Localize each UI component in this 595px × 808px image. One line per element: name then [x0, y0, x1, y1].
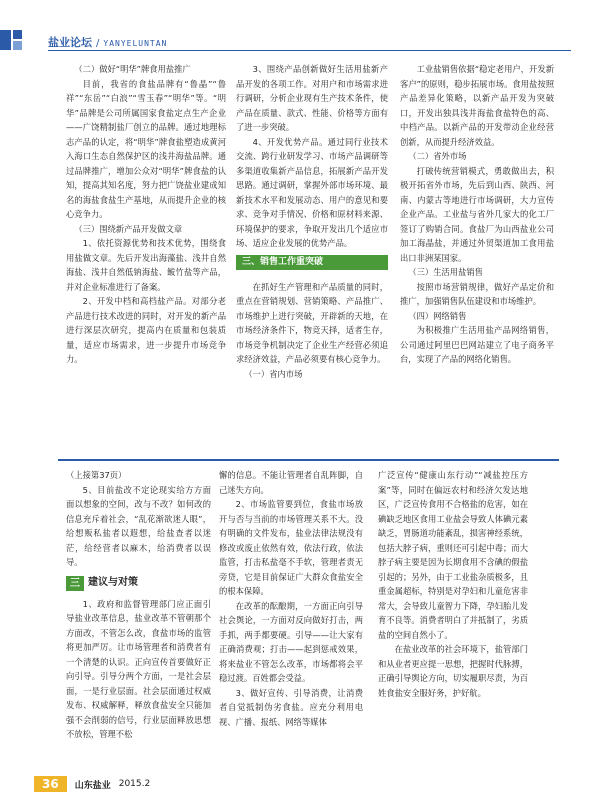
bottom-column-2: [219, 468, 363, 729]
paragraph: 2、市场监管要到位，食盐市场放开与否与当前的市场管理关系不大。没有明确的文件发布，盐业法律法规没有修改或废止依然有效，依法行政，依法监管，打击私盐毫不手软，管理者责无旁贷，它是目前保证广大群众食盐安全的根本保障。: [219, 499, 363, 596]
paragraph: 3、围绕产品创新做好生活用盐新产品开发的各项工作。对用户和市场需求进行调研，分析企业现有生产技术条件，使产品在质量、款式、性能、价格等方面有了进一步突破。: [236, 64, 388, 132]
paragraph-continued: （上接第37页）: [66, 470, 127, 480]
top-column-2: [236, 62, 388, 381]
bottom-column-3: [378, 468, 528, 700]
paragraph: 工业盐销售依据“稳定老用户，开发新客户”的原则，稳步拓展市场。食用盐按照产品差异化策略，以新产品开发为突破口，开发出独具浅井海盐食盐特色的高、中档产品。以新产品的开发带动企业经营创新，从而提升经济效益。: [400, 64, 554, 147]
paragraph: 在盐业改革的社会环境下，盐管部门和从业者更应提一思想，把握时代脉搏，正确引导舆论方向，切实履职尽责，为百姓食盐安全服好务，护好航。: [378, 644, 528, 698]
subheading: （三）围绕新产品开发做文章: [74, 223, 183, 234]
journal-name: 山东盐业: [74, 780, 111, 791]
header-title-en: YANYELUNTAN: [103, 39, 168, 48]
running-header: [48, 34, 167, 50]
paragraph-continued: 懈的信息。不能让管理者自乱阵脚，自己迷失方向。: [219, 470, 363, 495]
paragraph: 目前，我省的食盐品牌有“鲁晶”“鲁祥”“东岳”“白浪”“雪玉春”“明华”等。“明华”品牌是公司所属国家食盐定点生产企业——广饶精制盐厂创立的品牌。通过地理标志产品的认定，将“明华”牌食盐塑造成黄河入海口生态自然保护区的浅井海盐品牌。通过品牌推广，增加公众对“明华”牌食盐的认知，提高其知名度，努力把广饶盐业建成知名的海盐食盐生产基地，从而提升企业的核心竞争力。: [66, 78, 226, 219]
header-separator: /: [96, 38, 100, 49]
journal-issue: 2015.2: [118, 779, 151, 789]
corner-block: [13, 30, 22, 39]
paragraph: 打破传统营销模式，勇敢做出去，积极开拓省外市场，先后到山西、陕西、河南、内蒙古等地进行市场调研，大力宣传企业产品。工业盐与省外几家大的化工厂签订了购销合同。食盐厂为山西盐业公司加工海晶盐，并通过外贸渠道加工食用盐出口非洲某国家。: [400, 165, 554, 263]
subheading: （一）省内市场: [244, 368, 303, 379]
section-heading: [66, 576, 211, 591]
paragraph: 按照市场营销规律，做好产品定价和推广，加强销售队伍建设和市场维护。: [400, 281, 554, 306]
top-column-3: [400, 62, 554, 367]
section-heading-bar: 三、销售工作重突破: [236, 255, 388, 270]
subheading: （四）网络销售: [408, 310, 467, 321]
paragraph: 4、开发优势产品。通过同行业技术交流、跨行业研发学习、市场产品调研等多渠道收集新产品信息，拓展新产品开发思路。通过调研，掌握外部市场环境、最新技术水平和发展动态、用户的意见和要求、竞争对手情况、价格和原材料来源、环境保护的要求，争取开发出几个适应市场、适应企业发展的优势产品。: [236, 136, 388, 248]
paragraph: 3、做好宣传、引导消费，让消费者自觉抵制伪劣食盐。应充分利用电视、广播、报纸、网络等媒体: [219, 687, 363, 727]
bottom-column-1: [66, 468, 211, 742]
corner-block: [13, 41, 22, 50]
section-number: 三: [66, 576, 84, 591]
paragraph: 5、目前盐改不定论现实给方方面面以想象的空间，改与不改？如何改的信息充斥着社会，“乱花渐欲迷人眼”，给想贩私盐者以遐想，给盐查者以迷茫，给经营者以麻木，给消费者以误导。: [66, 484, 211, 567]
paragraph: 在抓好生产管理和产品质量的同时，重点在营销规划、营销策略、产品推广、市场维护上进行突破，开辟新的天地，在市场经济条件下，物竞天择，适者生存，市场竞争机制决定了企业生产经营必须追求经济效益，产品必须要有核心竞争力。: [236, 281, 388, 364]
paragraph: 1、依托资源优势和技术优势，围绕食用盐做文章。先后开发出海藻盐、浅井自然海盐、浅井自然低钠海盐、鲅竹盐等产品，并对企业标准进行了备案。: [66, 238, 226, 292]
top-column-1: [66, 62, 226, 367]
subheading: （二）做好“明华”牌食用盐推广: [74, 64, 191, 74]
paragraph: 在改革的酝酿期，一方面正向引导社会舆论，一方面对反向做好打击，两手抓，两手都要硬。引导——让大家有正确消费观；打击——起到惩戒效果，将来盐业不管怎么改革，市场都将会平稳过渡。百姓都会受益。: [219, 600, 363, 683]
article-divider: [58, 459, 559, 461]
paragraph-continued: 广泛宣传“健康山东行动”“减盐控压方案”等，同时在偏远农村和经济欠发达地区，广泛宣传食用不合格盐的危害，如在碘缺乏地区食用工业盐会导致人体碘元素缺乏，胃肠道功能紊乱，损害神经系统，包括大脖子病，重则还可引起中毒；而大脖子病主要是因为长期食用不含碘的假盐引起的；另外，由于工业盐杂质极多，且重金属超标，特别是对孕妇和儿童危害非常大，会导致儿童智力下降，孕妇胎儿发育不良等。消费者明白了并抵制了，劣质盐的空间自然小了。: [378, 470, 528, 640]
section-title: 建议与对策: [88, 576, 138, 588]
paragraph: 2、开发中档和高档盐产品。对部分老产品进行技术改进的同时，对开发的新产品进行深层次研究，提高内在质量和包装质量，适应市场需求，进一步提升市场竞争力。: [66, 296, 226, 364]
page-number: 36: [34, 776, 67, 792]
header-rule: [48, 50, 571, 51]
corner-block: [0, 30, 11, 50]
header-title: 盐业论坛: [48, 36, 92, 49]
paragraph: 为积极推广生活用盐产品网络销售，公司通过阿里巴巴网站建立了电子商务平台，实现了产品的网络化销售。: [400, 325, 554, 364]
subheading: （三）生活用盐销售: [408, 267, 483, 277]
corner-logo-mark: [0, 30, 22, 50]
paragraph: 1、政府和监督管理部门应正面引导盐业改革信息，盐业改革不管朝那个方面改，不管怎么改，食盐市场的监管将更加严厉。让市场管理者和消费者有一个清楚的认识。正向宣传首要做好正向引导。引导分两个方面，一是社会层面，一是行业层面。社会层面通过权威发布、权威解释，释放食盐安全只能加强不会削弱的信号，行业层面释放思想不放松，管理不松: [66, 598, 211, 739]
subheading: （二）省外市场: [408, 151, 467, 161]
page-footer: [34, 776, 150, 792]
